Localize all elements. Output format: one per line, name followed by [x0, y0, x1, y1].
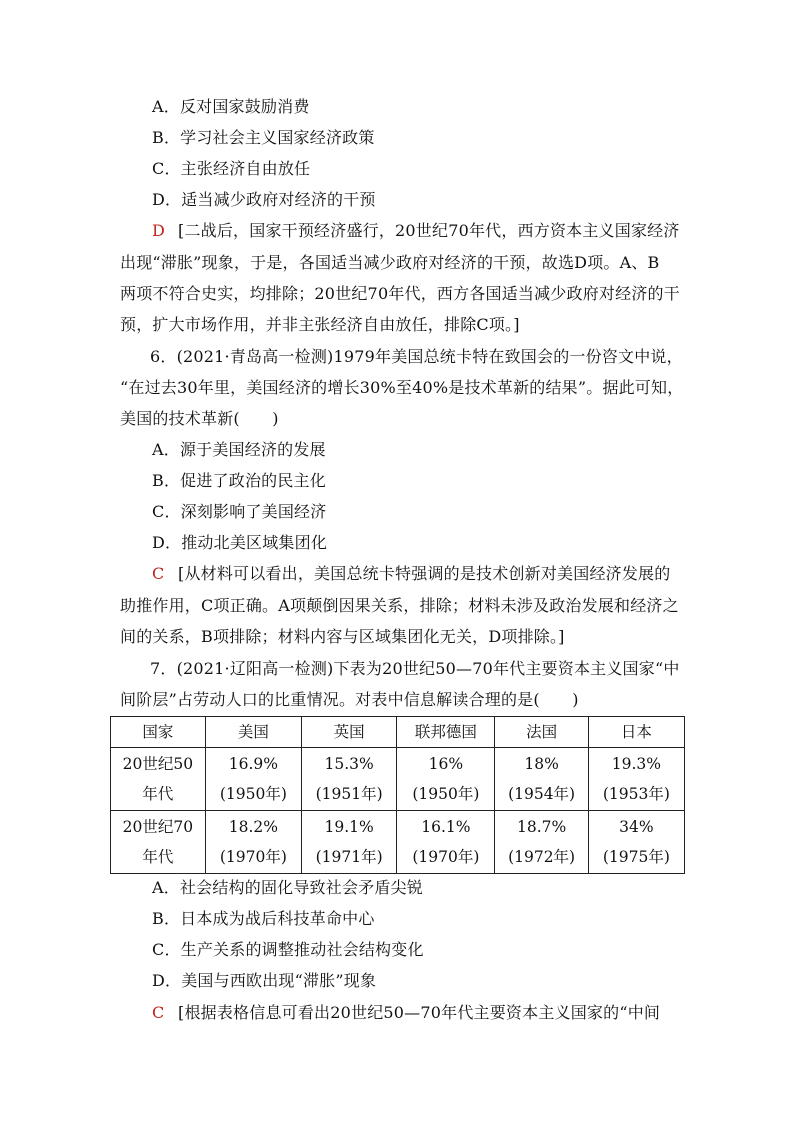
table-cell: 15.3% (1951年) [302, 748, 397, 811]
table-row [111, 811, 685, 874]
q7-answer: C [152, 1003, 165, 1022]
table-header-cell: 国家 [111, 717, 206, 748]
middle-class-ratio-table [110, 716, 685, 874]
q6-option-d: D．推动北美区域集团化 [152, 533, 328, 552]
table-header-cell: 日本 [588, 717, 684, 748]
table-cell: 18% (1954年) [495, 748, 588, 811]
table-cell: 19.1% (1971年) [302, 811, 397, 874]
q7-option-d: D．美国与西欧出现“滞胀”现象 [152, 971, 377, 990]
table-cell: 18.2% (1970年) [205, 811, 301, 874]
table-cell: 18.7% (1972年) [495, 811, 588, 874]
q7-explanation-line: [根据表格信息可看出20世纪50—70年代主要资本主义国家的“中间 [178, 1003, 661, 1022]
q7-stem-line: 7．(2021·辽阳高一检测)下表为20世纪50—70年代主要资本主义国家“中 [150, 659, 680, 678]
q7-option-b: B．日本成为战后科技革命中心 [152, 909, 375, 928]
table-header-cell: 法国 [495, 717, 588, 748]
q6-explanation-line: 间的关系，B项排除；材料内容与区域集团化无关，D项排除。] [120, 627, 565, 646]
table-cell: 16.9% (1950年) [205, 748, 301, 811]
table-row [111, 748, 685, 811]
table-row-label: 20世纪50 年代 [111, 748, 206, 811]
q6-option-b: B．促进了政治的民主化 [152, 471, 326, 490]
q6-option-c: C．深刻影响了美国经济 [152, 502, 327, 521]
table-cell: 34% (1975年) [588, 811, 684, 874]
q5-option-a: A．反对国家鼓励消费 [152, 97, 310, 116]
q6-explanation-line: 助推作用，C项正确。A项颠倒因果关系，排除；材料未涉及政治发展和经济之 [120, 596, 679, 615]
table-header-cell: 英国 [302, 717, 397, 748]
q6-stem-line: 6．(2021·青岛高一检测)1979年美国总统卡特在致国会的一份咨文中说， [150, 347, 683, 366]
q5-explanation-line: 出现“滞胀”现象，于是，各国适当减少政府对经济的干预，故选D项。A、B [120, 253, 660, 272]
table-cell: 16.1% (1970年) [397, 811, 495, 874]
q5-option-d: D．适当减少政府对经济的干预 [152, 190, 376, 209]
table-cell: 19.3% (1953年) [588, 748, 684, 811]
q5-explanation-line: 两项不符合史实，均排除；20世纪70年代，西方各国适当减少政府对经济的干 [120, 284, 680, 303]
table-header-cell: 联邦德国 [397, 717, 495, 748]
table-header-row [111, 717, 685, 748]
q6-explanation-line: [从材料可以看出，美国总统卡特强调的是技术创新对美国经济发展的 [178, 564, 671, 583]
table-header-cell: 美国 [205, 717, 301, 748]
q5-answer: D [152, 221, 166, 240]
q6-stem-line: 美国的技术革新( ) [120, 409, 279, 428]
q5-explanation-line: [二战后，国家干预经济盛行，20世纪70年代，西方资本主义国家经济 [178, 221, 680, 240]
q6-stem-line: “在过去30年里，美国经济的增长30%至40%是技术革新的结果”。据此可知， [120, 378, 684, 397]
q7-stem-line: 间阶层”占劳动人口的比重情况。对表中信息解读合理的是( ) [120, 690, 579, 709]
q5-option-c: C．主张经济自由放任 [152, 159, 311, 178]
table-row-label: 20世纪70 年代 [111, 811, 206, 874]
q7-option-a: A．社会结构的固化导致社会矛盾尖锐 [152, 878, 423, 897]
q6-option-a: A．源于美国经济的发展 [152, 440, 326, 459]
table-cell: 16% (1950年) [397, 748, 495, 811]
q7-option-c: C．生产关系的调整推动社会结构变化 [152, 940, 424, 959]
q5-option-b: B．学习社会主义国家经济政策 [152, 128, 375, 147]
q5-explanation-line: 预，扩大市场作用，并非主张经济自由放任，排除C项。] [120, 315, 520, 334]
q6-answer: C [152, 564, 165, 583]
